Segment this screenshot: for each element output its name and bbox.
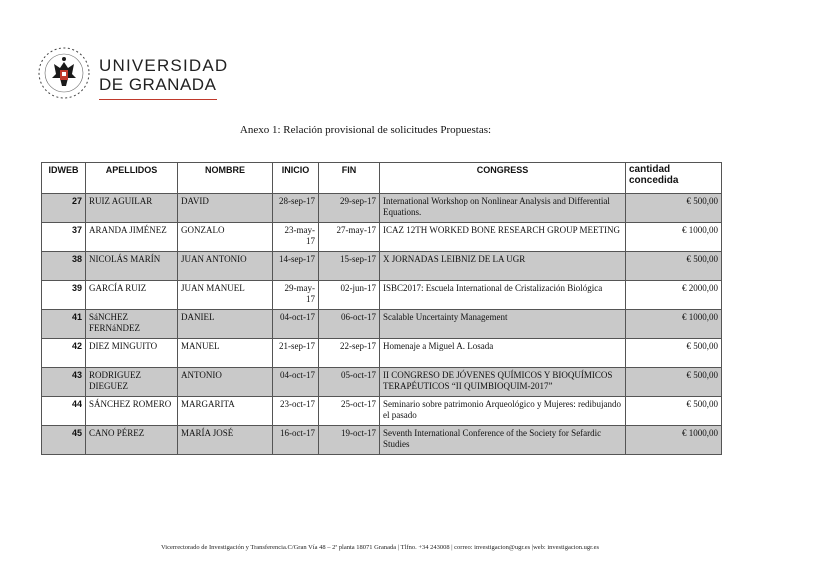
apellidos-cell: RODRIGUEZ DIEGUEZ [86, 368, 178, 397]
fin-cell: 15-sep-17 [319, 252, 380, 281]
inicio-cell: 16-oct-17 [273, 426, 319, 455]
table-row [42, 426, 722, 455]
apellidos-cell: SÁNCHEZ ROMERO [86, 397, 178, 426]
inicio-cell: 21-sep-17 [273, 339, 319, 368]
nombre-cell: MANUEL [178, 339, 273, 368]
header-apellidos: APELLIDOS [86, 163, 178, 194]
idweb-cell: 43 [42, 368, 86, 397]
nombre-cell: DAVID [178, 194, 273, 223]
apellidos-cell: RUIZ AGUILAR [86, 194, 178, 223]
table-body [42, 194, 722, 455]
fin-cell: 02-jun-17 [319, 281, 380, 310]
nombre-cell: DANIEL [178, 310, 273, 339]
idweb-cell: 41 [42, 310, 86, 339]
apellidos-cell: NICOLÁS MARÍN [86, 252, 178, 281]
apellidos-cell: CANO PÉREZ [86, 426, 178, 455]
brand-underline [99, 99, 217, 100]
congress-cell: ICAZ 12TH WORKED BONE RESEARCH GROUP MEETING [380, 223, 626, 252]
apellidos-cell: SáNCHEZ FERNáNDEZ [86, 310, 178, 339]
table-header-row [42, 163, 722, 194]
fin-cell: 19-oct-17 [319, 426, 380, 455]
apellidos-cell: GARCÍA RUIZ [86, 281, 178, 310]
cantidad-cell: € 1000,00 [626, 223, 722, 252]
cantidad-cell: € 500,00 [626, 368, 722, 397]
cantidad-cell: € 1000,00 [626, 310, 722, 339]
congress-cell: II CONGRESO DE JÓVENES QUÍMICOS Y BIOQUÍMICOS TERAPÉUTICOS “II QUIMBIOQUIM-2017” [380, 368, 626, 397]
fin-cell: 06-oct-17 [319, 310, 380, 339]
cantidad-cell: € 1000,00 [626, 426, 722, 455]
inicio-cell: 14-sep-17 [273, 252, 319, 281]
apellidos-cell: DIEZ MINGUITO [86, 339, 178, 368]
congress-cell: Scalable Uncertainty Management [380, 310, 626, 339]
congress-cell: ISBC2017: Escuela International de Cristalización Biológica [380, 281, 626, 310]
university-crest-icon [36, 44, 92, 102]
nombre-cell: MARÍA JOSÉ [178, 426, 273, 455]
inicio-cell: 28-sep-17 [273, 194, 319, 223]
idweb-cell: 38 [42, 252, 86, 281]
table-row [42, 252, 722, 281]
nombre-cell: ANTONIO [178, 368, 273, 397]
university-wordmark [99, 56, 228, 94]
cantidad-cell: € 500,00 [626, 252, 722, 281]
header-fin: FIN [319, 163, 380, 194]
table-row [42, 223, 722, 252]
header-idweb: IDWEB [42, 163, 86, 194]
brand-line-2: DE GRANADA [99, 75, 217, 94]
idweb-cell: 42 [42, 339, 86, 368]
idweb-cell: 45 [42, 426, 86, 455]
table-row [42, 368, 722, 397]
nombre-cell: GONZALO [178, 223, 273, 252]
congress-cell: X JORNADAS LEIBNIZ DE LA UGR [380, 252, 626, 281]
nombre-cell: JUAN MANUEL [178, 281, 273, 310]
congress-cell: Seminario sobre patrimonio Arqueológico y Mujeres: redibujando el pasado [380, 397, 626, 426]
fin-cell: 05-oct-17 [319, 368, 380, 397]
idweb-cell: 27 [42, 194, 86, 223]
brand-line-1: UNIVERSIDAD [99, 56, 229, 75]
footer-contact: Vicerrectorado de Investigación y Transferencia.C/Gran Vía 48 – 2ª planta 18071 Granada | Tlfno. +34 243008 | correo: investigacion@ugr.es |web: investigacion.ugr.es [160, 544, 599, 551]
table-row [42, 310, 722, 339]
header-nombre: NOMBRE [178, 163, 273, 194]
table-row [42, 397, 722, 426]
inicio-cell: 29-may-17 [273, 281, 319, 310]
apellidos-cell: ARANDA JIMÉNEZ [86, 223, 178, 252]
header-inicio: INICIO [273, 163, 319, 194]
cantidad-cell: € 2000,00 [626, 281, 722, 310]
idweb-cell: 37 [42, 223, 86, 252]
nombre-cell: JUAN ANTONIO [178, 252, 273, 281]
annex-title: Anexo 1: Relación provisional de solicitudes Propuestas: [239, 124, 492, 136]
inicio-cell: 23-oct-17 [273, 397, 319, 426]
cantidad-cell: € 500,00 [626, 194, 722, 223]
fin-cell: 27-may-17 [319, 223, 380, 252]
header-cantidad: cantidad concedida [626, 163, 722, 194]
idweb-cell: 39 [42, 281, 86, 310]
fin-cell: 25-oct-17 [319, 397, 380, 426]
applications-table [41, 162, 722, 455]
header-congress: CONGRESS [380, 163, 626, 194]
idweb-cell: 44 [42, 397, 86, 426]
congress-cell: International Workshop on Nonlinear Analysis and Differential Equations. [380, 194, 626, 223]
table-row [42, 194, 722, 223]
congress-cell: Homenaje a Miguel A. Losada [380, 339, 626, 368]
cantidad-cell: € 500,00 [626, 339, 722, 368]
inicio-cell: 23-may-17 [273, 223, 319, 252]
inicio-cell: 04-oct-17 [273, 368, 319, 397]
fin-cell: 29-sep-17 [319, 194, 380, 223]
nombre-cell: MARGARITA [178, 397, 273, 426]
congress-cell: Seventh International Conference of the Society for Sefardic Studies [380, 426, 626, 455]
cantidad-cell: € 500,00 [626, 397, 722, 426]
fin-cell: 22-sep-17 [319, 339, 380, 368]
table-row [42, 281, 722, 310]
table-row [42, 339, 722, 368]
inicio-cell: 04-oct-17 [273, 310, 319, 339]
